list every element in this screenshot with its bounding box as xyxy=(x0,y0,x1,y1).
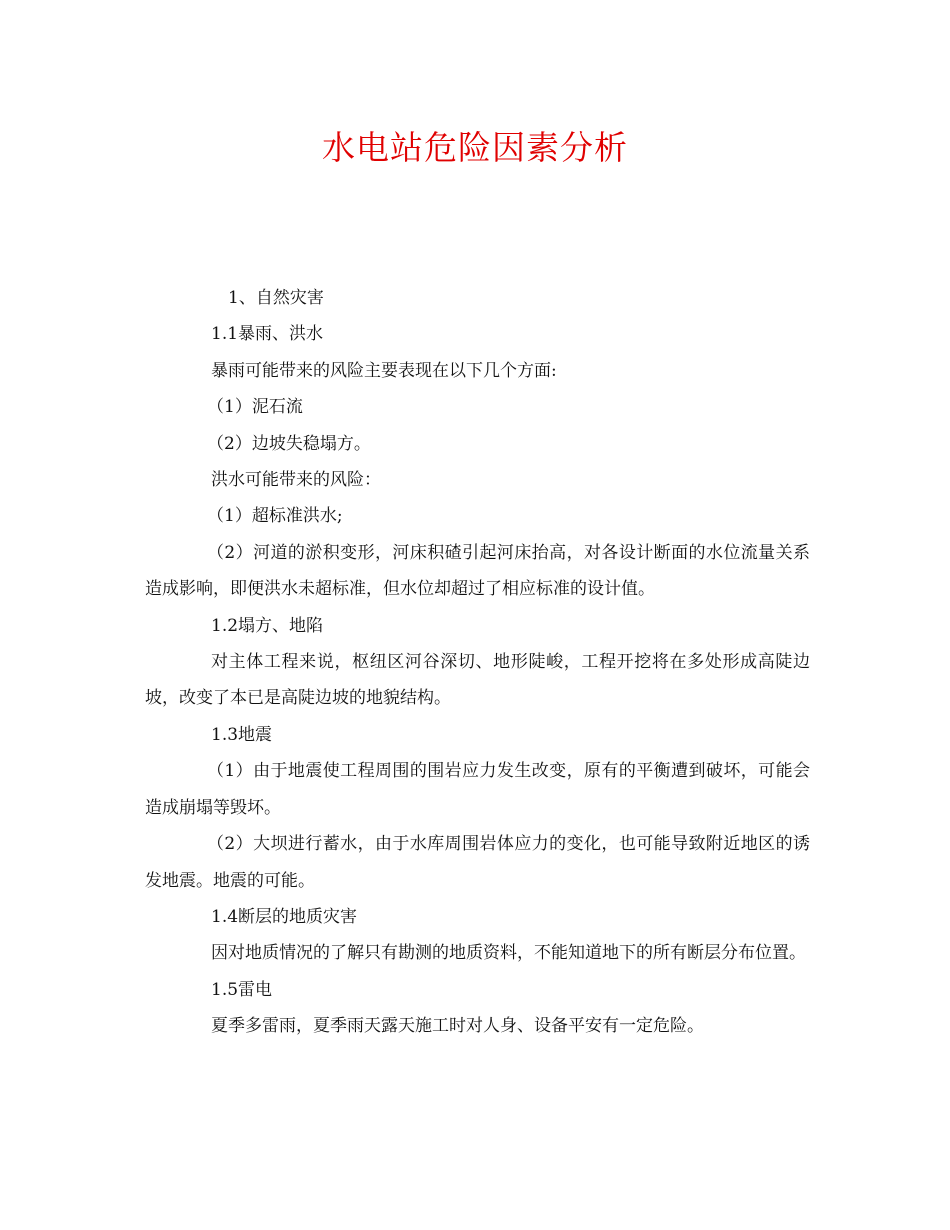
body-paragraph: 对主体工程来说，枢纽区河谷深切、地形陡峻，工程开挖将在多处形成高陡边坡，改变了本已是高陡边坡的地貌结构。 xyxy=(145,652,810,709)
section-heading: 1.2塌方、地陷 xyxy=(211,615,324,636)
body-paragraph: 暴雨可能带来的风险主要表现在以下几个方面: xyxy=(211,360,557,381)
body-paragraph: 洪水可能带来的风险： xyxy=(211,470,381,491)
numbered-item: （2）大坝进行蓄水，由于水库周围岩体应力的变化，也可能导致附近地区的诱发地震。地震的可能。 xyxy=(145,834,810,891)
numbered-item: （2）边坡失稳塌方。 xyxy=(207,433,371,454)
body-paragraph: 夏季多雷雨，夏季雨天露天施工时对人身、设备平安有一定危险。 xyxy=(211,1016,704,1037)
document-title: 水电站危险因素分析 xyxy=(322,128,628,167)
body-paragraph: 因对地质情况的了解只有勘测的地质资料，不能知道地下的所有断层分布位置。 xyxy=(211,943,806,964)
section-heading: 1.5雷电 xyxy=(211,979,273,1000)
numbered-item: （1）由于地震使工程周围的围岩应力发生改变，原有的平衡遭到破坏，可能会造成崩塌等毁坏。 xyxy=(145,761,810,818)
numbered-item: （1）泥石流 xyxy=(207,397,303,418)
numbered-item: （2）河道的淤积变形，河床积碴引起河床抬高，对各设计断面的水位流量关系造成影响，即便洪水未超标准，但水位却超过了相应标准的设计值。 xyxy=(145,542,810,600)
numbered-item: （1）超标准洪水; xyxy=(207,506,343,527)
section-heading: 1.4断层的地质灾害 xyxy=(211,906,358,927)
section-heading: 1.3地震 xyxy=(211,724,273,745)
section-heading: 1、自然灾害 xyxy=(228,288,324,308)
section-heading: 1.1暴雨、洪水 xyxy=(211,324,324,345)
document-body xyxy=(145,280,810,1045)
